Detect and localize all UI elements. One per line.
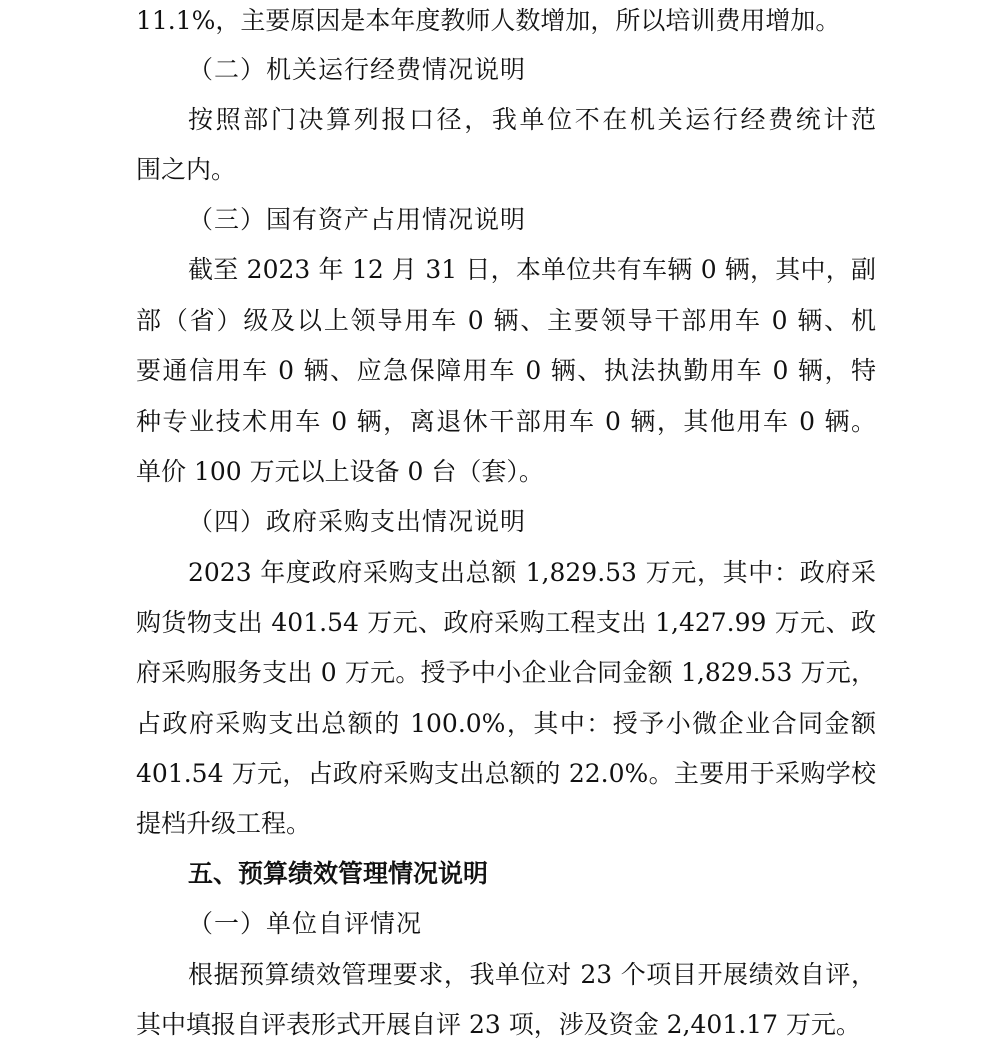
paragraph-line: 其中填报自评表形式开展自评 23 项，涉及资金 2,401.17 万元。 [136, 1010, 861, 1039]
section-heading-5: 五、预算绩效管理情况说明 [188, 859, 489, 888]
paragraph-line: 401.54 万元，占政府采购支出总额的 22.0%。主要用于采购学校 [136, 759, 876, 788]
paragraph-line: 种专业技术用车 0 辆，离退休干部用车 0 辆，其他用车 0 辆。 [136, 407, 876, 436]
paragraph-line: 11.1%，主要原因是本年度教师人数增加，所以培训费用增加。 [136, 6, 841, 35]
paragraph-line: 按照部门决算列报口径，我单位不在机关运行经费统计范 [188, 105, 876, 134]
section-heading-5-1: （一）单位自评情况 [188, 909, 423, 938]
paragraph-line: 府采购服务支出 0 万元。授予中小企业合同金额 1,829.53 万元， [136, 658, 876, 687]
paragraph-line: 占政府采购支出总额的 100.0%，其中：授予小微企业合同金额 [136, 709, 876, 738]
paragraph-line: 购货物支出 401.54 万元、政府采购工程支出 1,427.99 万元、政 [136, 608, 876, 637]
paragraph-line: 2023 年度政府采购支出总额 1,829.53 万元，其中：政府采 [188, 558, 876, 587]
paragraph-line: 围之内。 [136, 155, 237, 184]
paragraph-line: 截至 2023 年 12 月 31 日，本单位共有车辆 0 辆，其中，副 [188, 255, 876, 284]
section-heading-3: （三）国有资产占用情况说明 [188, 205, 527, 234]
paragraph-line: 部（省）级及以上领导用车 0 辆、主要领导干部用车 0 辆、机 [136, 306, 876, 335]
section-heading-4: （四）政府采购支出情况说明 [188, 507, 527, 536]
paragraph-line: 提档升级工程。 [136, 809, 312, 838]
paragraph-line: 单价 100 万元以上设备 0 台（套）。 [136, 457, 544, 486]
paragraph-line: 要通信用车 0 辆、应急保障用车 0 辆、执法执勤用车 0 辆，特 [136, 356, 876, 385]
paragraph-line: 根据预算绩效管理要求，我单位对 23 个项目开展绩效自评， [188, 960, 876, 989]
section-heading-2: （二）机关运行经费情况说明 [188, 55, 527, 84]
